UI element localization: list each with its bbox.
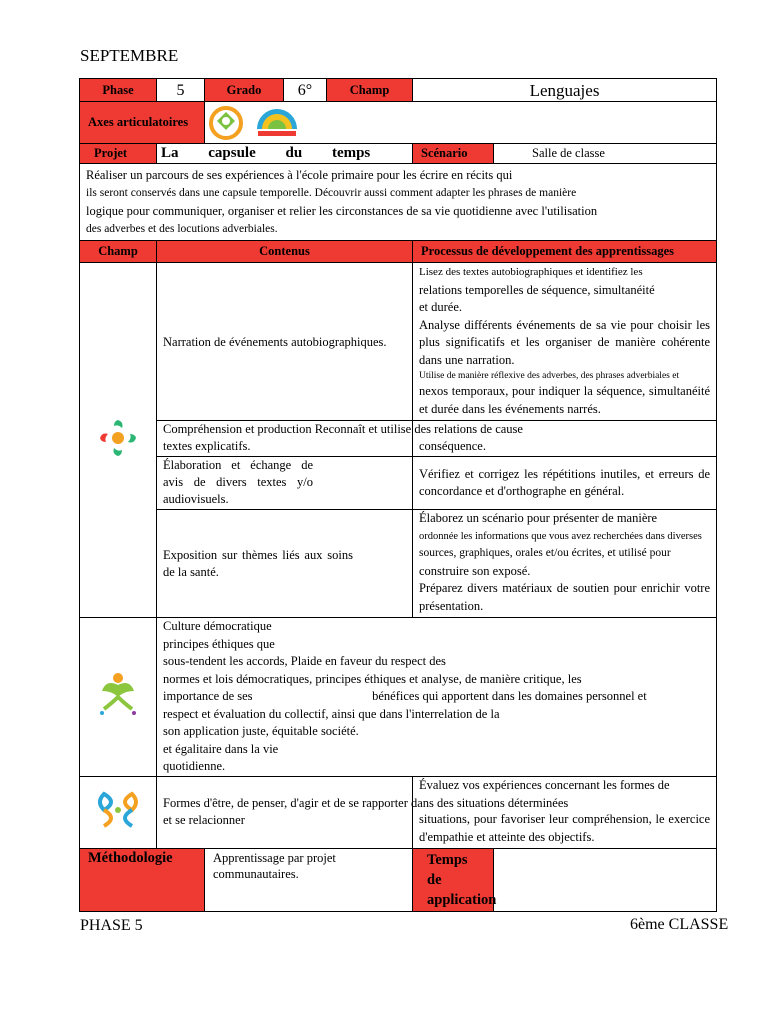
project-title-cell: [157, 144, 413, 164]
ethique-cell: [157, 618, 717, 777]
project-title: La capsule du temps: [161, 145, 371, 161]
champ-icon-cell: [80, 263, 157, 618]
champ-icon-cell: [80, 618, 157, 777]
ethique-line: sous-tendent les accords, Plaide en faveur du respect des: [163, 654, 446, 668]
project-label: Projet: [80, 144, 157, 164]
content-row: [80, 776, 717, 848]
processus-line: et durée.: [419, 300, 463, 314]
ethique-line: Culture démocratique: [163, 619, 272, 633]
scenario-label: Scénario: [413, 144, 494, 164]
methodology-value: Apprentissage par projet communautaires.: [205, 848, 413, 911]
scenario-value: Salle de classe: [494, 144, 717, 164]
axes-row: [80, 102, 717, 144]
contenu-text: textes explicatifs.: [163, 439, 251, 453]
champ-icon-cell: [80, 776, 157, 848]
content-row: [80, 457, 717, 510]
processus-line: sources, graphiques, orales et/ou écrites, et utilisé pour: [419, 547, 671, 559]
ethique-line: respect et évaluation du collectif, ainsi que dans l'interrelation de la: [163, 706, 500, 721]
processus-cell: [413, 263, 717, 421]
project-row: [80, 144, 717, 164]
ethique-line: importance de ses: [163, 689, 253, 703]
description-line: logique pour communiquer, organiser et relier les circonstances de sa vie quotidienne avec l'utilisation: [86, 204, 598, 218]
lesson-plan-table: [79, 78, 717, 912]
footer-phase: PHASE 5: [80, 917, 143, 934]
time-label: Temps de application: [413, 848, 494, 911]
humain-champ-icon: [96, 821, 140, 835]
processus-line: ordonnée les informations que vous avez recherchées dans diverses: [419, 530, 702, 542]
description-line: Réaliser un parcours de ses expériences à l'école primaire pour les écrire en récits qui: [86, 168, 513, 182]
grado-value: 6°: [284, 79, 327, 102]
processus-cell: [413, 510, 717, 618]
contenu-text: Compréhension et production Reconnaît et utilise des relations de cause: [163, 422, 523, 436]
footer-class: 6ème CLASSE: [630, 916, 729, 933]
contenu-text: Narration de événements autobiographiques.: [163, 335, 387, 349]
processus-line: Analyse différents événements de sa vie pour choisir les plus significatifs et les organiser de manière cohérente dans une narration.: [419, 317, 711, 367]
processus-line: relations temporelles de séquence, simultanéité: [419, 282, 655, 297]
col-processus: Processus de développement des apprentissages: [413, 241, 717, 263]
processus-line: conséquence.: [419, 439, 486, 453]
lenguajes-champ-icon: [96, 449, 140, 463]
champ-value: Lenguajes: [413, 79, 717, 102]
ethique-line: bénéfices qui apportent dans les domaines personnel et: [372, 689, 647, 703]
ethique-line: son application juste, équitable société.: [163, 724, 359, 738]
description-line: ils seront conservés dans une capsule temporelle. Découvrir aussi comment adapter les phrases de manière: [86, 187, 577, 199]
header-row: [80, 79, 717, 102]
content-row: [80, 510, 717, 618]
ethique-champ-icon: [96, 706, 140, 720]
axes-icons: [205, 102, 717, 144]
swirl-axis-icon: [207, 130, 250, 144]
contenu-text: Élaboration et échange de avis de divers textes y/o audiovisuels.: [163, 458, 313, 506]
axes-label: Axes articulatoires: [80, 102, 205, 144]
methodology-label: Méthodologie: [80, 848, 205, 911]
column-header-row: [80, 241, 717, 263]
col-contenus: Contenus: [157, 241, 413, 263]
processus-cell: [413, 776, 717, 848]
contenu-text: Formes d'être, de penser, d'agir et de se rapporter dans des situations déterminées: [163, 796, 569, 810]
processus-line: nexos temporaux, pour indiquer la séquence, simultanéité et durée dans les événements narrés.: [419, 384, 711, 416]
content-row: [80, 421, 717, 457]
ethique-line: quotidienne.: [163, 759, 226, 773]
contenu-text: Exposition sur thèmes liés aux soins de la santé.: [163, 547, 353, 579]
processus-line: Utilise de manière réflexive des adverbes, des phrases adverbiales et: [419, 371, 680, 381]
content-row: [80, 618, 717, 777]
methodology-row: [80, 848, 717, 911]
contenu-cell: [157, 263, 413, 421]
phase-value: 5: [157, 79, 205, 102]
ethique-line: et égalitaire dans la vie: [163, 741, 279, 756]
grado-label: Grado: [205, 79, 284, 102]
champ-label: Champ: [327, 79, 413, 102]
processus-line: Élaborez un scénario pour présenter de manière: [419, 511, 658, 525]
month-title: SEPTEMBRE: [80, 46, 179, 65]
phase-label: Phase: [80, 79, 157, 102]
ethique-line: normes et lois démocratiques, principes éthiques et analyse, de manière critique, les: [163, 671, 582, 686]
description-line: des adverbes et des locutions adverbiales.: [86, 223, 278, 235]
contenu-text: et se relacionner: [163, 813, 245, 827]
contenu-cell: [157, 457, 413, 510]
ethique-line: principes éthiques que: [163, 636, 275, 651]
processus-line: situations, pour favoriser leur compréhension, le exercice d'empathie et atteinte des objectifs.: [419, 812, 711, 844]
project-description: [80, 164, 717, 241]
rainbow-axis-icon: [254, 130, 300, 144]
processus-line: Préparez divers matériaux de soutien pour enrichir votre présentation.: [419, 581, 711, 613]
contenu-cell: [157, 510, 413, 618]
processus-cell: [413, 457, 717, 510]
processus-line: Évaluez vos expériences concernant les formes de: [419, 777, 670, 792]
content-row: [80, 263, 717, 421]
processus-line: Lisez des textes autobiographiques et identifiez les: [419, 266, 643, 278]
col-champ: Champ: [80, 241, 157, 263]
processus-line: Vérifiez et corrigez les répétitions inutiles, et erreurs de concordance et d'orthographe en général.: [419, 467, 711, 498]
time-value: [494, 848, 717, 911]
processus-line: construire son exposé.: [419, 563, 531, 578]
description-row: [80, 164, 717, 241]
